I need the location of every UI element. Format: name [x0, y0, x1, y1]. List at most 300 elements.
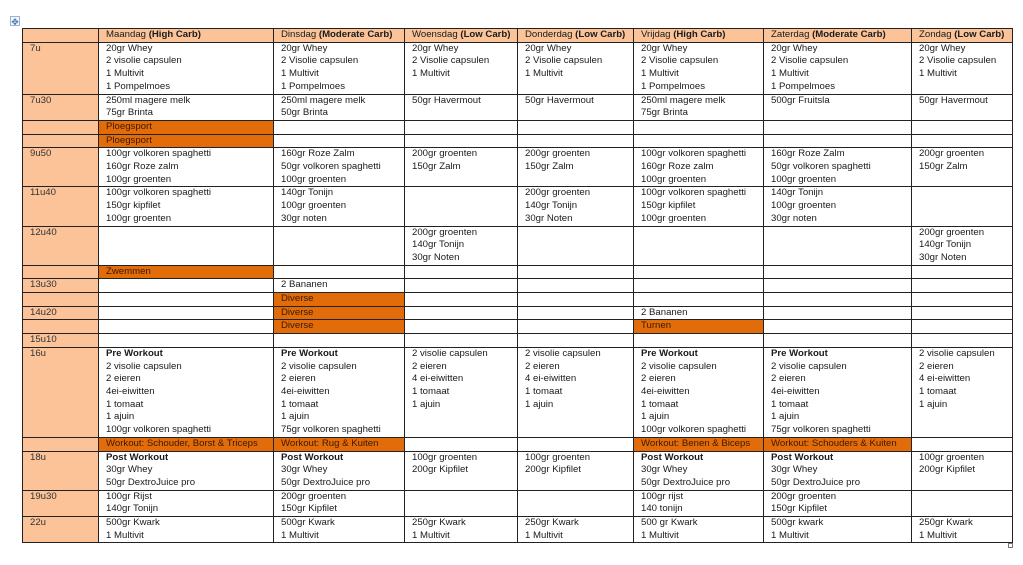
meal-item: 100gr volkoren spaghetti	[106, 424, 212, 436]
time-cell: 15u10	[23, 334, 99, 348]
meal-cell[interactable]	[518, 187, 634, 226]
activity-cell[interactable]: Turnen	[634, 320, 764, 334]
meal-cell[interactable]	[274, 120, 405, 134]
meal-cell[interactable]	[912, 451, 1013, 490]
meal-cell[interactable]	[634, 334, 764, 348]
day-name: Zaterdag	[771, 29, 810, 40]
meal-cell[interactable]	[274, 134, 405, 148]
table-row	[23, 134, 1013, 148]
table-row	[23, 517, 1013, 543]
meal-item: 200gr groenten	[525, 187, 591, 199]
meal-cell[interactable]	[518, 334, 634, 348]
meal-item: 250gr Kwark	[525, 517, 579, 529]
time-cell: 12u40	[23, 226, 99, 265]
meal-item: 2 eieren	[641, 373, 676, 385]
header-row	[23, 29, 1013, 43]
meal-item: 20gr Whey	[412, 42, 459, 54]
table-row	[23, 347, 1013, 437]
table-move-handle-icon[interactable]: ✥	[11, 17, 19, 27]
meal-item: 250gr Kwark	[919, 517, 973, 529]
meal-cell[interactable]	[764, 334, 912, 348]
meal-item: 200gr groenten	[281, 490, 347, 502]
meal-cell[interactable]	[634, 42, 764, 94]
meal-item: 100gr groenten	[641, 212, 707, 224]
meal-item: 1 Multivit	[525, 529, 563, 541]
table-row	[23, 334, 1013, 348]
meal-cell[interactable]	[274, 451, 405, 490]
meal-item: 2 eieren	[412, 360, 447, 372]
meal-cell[interactable]	[912, 437, 1013, 451]
meal-cell[interactable]	[274, 94, 405, 120]
activity-cell[interactable]: Zwemmen	[99, 265, 274, 279]
meal-item: 100gr groenten	[525, 451, 591, 463]
time-cell: 7u30	[23, 94, 99, 120]
meal-item: 100gr groenten	[106, 212, 172, 224]
meal-cell[interactable]	[764, 94, 912, 120]
time-cell: 18u	[23, 451, 99, 490]
meal-item: 2 visolie capsulen	[281, 360, 357, 372]
meal-cell[interactable]	[405, 451, 518, 490]
meal-item: 1 tomaat	[106, 398, 144, 410]
header-day-cell	[99, 29, 274, 43]
table-row	[23, 306, 1013, 320]
meal-cell[interactable]	[99, 347, 274, 437]
meal-cell[interactable]	[518, 437, 634, 451]
meal-item: 140gr Tonijn	[525, 200, 578, 212]
meal-cell[interactable]	[99, 306, 274, 320]
meal-cell[interactable]	[518, 120, 634, 134]
meal-cell[interactable]	[405, 334, 518, 348]
header-corner-cell	[23, 29, 99, 43]
meal-cell[interactable]	[405, 279, 518, 293]
meal-cell[interactable]	[634, 265, 764, 279]
meal-cell[interactable]	[99, 279, 274, 293]
meal-cell[interactable]	[518, 148, 634, 187]
meal-cell[interactable]	[912, 334, 1013, 348]
meal-item: 150gr kipfilet	[106, 200, 161, 212]
meal-cell[interactable]	[99, 320, 274, 334]
time-cell: 9u50	[23, 148, 99, 187]
activity-cell[interactable]: Diverse	[274, 293, 405, 307]
meal-item: 1 ajuin	[525, 398, 554, 410]
meal-cell[interactable]	[634, 293, 764, 307]
meal-cell[interactable]	[405, 306, 518, 320]
meal-cell[interactable]	[405, 187, 518, 226]
meal-cell[interactable]	[634, 490, 764, 516]
day-name: Donderdag	[525, 29, 573, 40]
time-cell	[23, 134, 99, 148]
meal-cell[interactable]	[764, 293, 912, 307]
meal-item: 30gr Noten	[412, 251, 460, 263]
meal-cell[interactable]	[634, 94, 764, 120]
meal-item: 2 Visolie capsulen	[641, 55, 719, 67]
time-cell: 22u	[23, 517, 99, 543]
meal-cell[interactable]	[518, 42, 634, 94]
meal-item: 150gr Zalm	[412, 161, 461, 173]
meal-item: 100gr volkoren spaghetti	[641, 424, 747, 436]
meal-item: 2 eieren	[281, 373, 316, 385]
meal-item: 250ml magere melk	[641, 94, 726, 106]
meal-item: 50gr Brinta	[281, 107, 328, 119]
meal-item: 140gr Tonijn	[412, 239, 465, 251]
meal-cell[interactable]	[99, 226, 274, 265]
meal-item: 30gr Whey	[106, 464, 153, 476]
meal-cell[interactable]	[764, 120, 912, 134]
meal-item: 1 ajuin	[412, 398, 441, 410]
meal-item: 160gr Roze zalm	[641, 161, 714, 173]
carb-type: (High Carb)	[673, 29, 726, 40]
meal-cell[interactable]	[274, 347, 405, 437]
meal-item: 2 Visolie capsulen	[771, 55, 849, 67]
meal-item: 250gr Kwark	[412, 517, 466, 529]
meal-item: 1 Multivit	[771, 529, 809, 541]
meal-cell[interactable]	[274, 334, 405, 348]
meal-cell[interactable]	[99, 334, 274, 348]
meal-item: 1 Multivit	[281, 68, 319, 80]
meal-item: 20gr Whey	[919, 42, 966, 54]
meal-cell[interactable]	[764, 148, 912, 187]
meal-cell[interactable]	[764, 279, 912, 293]
meal-cell[interactable]	[99, 42, 274, 94]
meal-cell[interactable]	[405, 134, 518, 148]
meal-item: 1 Multivit	[919, 529, 957, 541]
meal-item: 30gr noten	[281, 212, 327, 224]
carb-type: (Moderate Carb)	[812, 29, 886, 40]
meal-cell[interactable]	[405, 293, 518, 307]
activity-cell[interactable]: Workout: Schouders & Kuiten	[764, 437, 912, 451]
meal-item: 50gr Havermout	[525, 94, 594, 106]
meal-item: 200gr groenten	[771, 490, 837, 502]
meal-item: 2 eieren	[525, 360, 560, 372]
meal-item: 30gr Whey	[771, 464, 818, 476]
meal-cell[interactable]	[764, 42, 912, 94]
meal-item: 100gr groenten	[771, 173, 837, 185]
meal-item: 2 Visolie capsulen	[281, 55, 359, 67]
meal-cell[interactable]	[518, 134, 634, 148]
meal-item: Pre Workout	[106, 347, 163, 359]
meal-cell[interactable]	[274, 279, 405, 293]
meal-item: 100gr groenten	[771, 200, 837, 212]
meal-item: 100gr volkoren spaghetti	[106, 148, 212, 160]
meal-cell[interactable]	[518, 94, 634, 120]
meal-cell[interactable]	[405, 226, 518, 265]
meal-item: 250ml magere melk	[106, 94, 191, 106]
meal-cell[interactable]	[518, 320, 634, 334]
meal-cell[interactable]	[274, 517, 405, 543]
day-name: Zondag	[919, 29, 952, 40]
meal-item: 75gr Brinta	[106, 107, 153, 119]
table-row	[23, 490, 1013, 516]
meal-cell[interactable]	[405, 94, 518, 120]
meal-cell[interactable]	[764, 226, 912, 265]
meal-item: Post Workout	[281, 451, 344, 463]
meal-item: 150gr Zalm	[919, 161, 968, 173]
meal-item: 160gr Roze Zalm	[281, 148, 355, 160]
meal-item: 150gr kipfilet	[641, 200, 696, 212]
meal-item: 160gr Roze Zalm	[771, 148, 845, 160]
table-row	[23, 279, 1013, 293]
time-cell: 13u30	[23, 279, 99, 293]
time-cell: 16u	[23, 347, 99, 437]
time-cell: 11u40	[23, 187, 99, 226]
meal-cell[interactable]	[405, 120, 518, 134]
meal-item: 2 visolie capsulen	[771, 360, 847, 372]
meal-item: 140gr Tonijn	[106, 503, 159, 515]
time-cell	[23, 293, 99, 307]
meal-item: 150gr Zalm	[525, 161, 574, 173]
meal-cell[interactable]	[764, 187, 912, 226]
meal-item: 4ei-eiwitten	[281, 385, 330, 397]
meal-cell[interactable]	[764, 347, 912, 437]
meal-item: 160gr Roze zalm	[106, 161, 179, 173]
meal-item: 100gr groenten	[919, 451, 985, 463]
time-cell: 7u	[23, 42, 99, 94]
meal-cell[interactable]	[912, 187, 1013, 226]
meal-item: 20gr Whey	[771, 42, 818, 54]
meal-cell[interactable]	[99, 451, 274, 490]
table-row	[23, 42, 1013, 94]
table-row	[23, 187, 1013, 226]
activity-cell[interactable]: Diverse	[274, 320, 405, 334]
table-resize-handle-icon[interactable]	[1008, 543, 1013, 548]
meal-cell[interactable]	[912, 120, 1013, 134]
meal-item: 75gr Brinta	[641, 107, 688, 119]
meal-cell[interactable]	[405, 517, 518, 543]
meal-item: 1 tomaat	[919, 385, 957, 397]
meal-item: 4 ei-eiwitten	[919, 373, 971, 385]
meal-cell[interactable]	[405, 437, 518, 451]
meal-item: 1 ajuin	[106, 411, 135, 423]
meal-cell[interactable]	[274, 187, 405, 226]
header-day-cell	[912, 29, 1013, 43]
meal-cell[interactable]	[518, 451, 634, 490]
meal-item: 2 eieren	[919, 360, 954, 372]
meal-cell[interactable]	[405, 320, 518, 334]
meal-cell[interactable]	[99, 148, 274, 187]
table-row	[23, 120, 1013, 134]
meal-item: 100gr groenten	[281, 200, 347, 212]
meal-item: 100gr volkoren spaghetti	[106, 187, 212, 199]
meal-item: 2 eieren	[106, 373, 141, 385]
meal-cell[interactable]	[764, 134, 912, 148]
meal-cell[interactable]	[912, 279, 1013, 293]
time-cell	[23, 437, 99, 451]
meal-item: 100gr groenten	[412, 451, 478, 463]
meal-item: 2 Bananen	[281, 279, 328, 291]
meal-cell[interactable]	[99, 490, 274, 516]
meal-cell[interactable]	[99, 293, 274, 307]
meal-item: 100gr groenten	[281, 173, 347, 185]
activity-cell[interactable]: Workout: Schouder, Borst & Triceps	[99, 437, 274, 451]
meal-cell[interactable]	[405, 490, 518, 516]
meal-cell[interactable]	[274, 226, 405, 265]
meal-item: 1 ajuin	[919, 398, 948, 410]
meal-item: 1 tomaat	[281, 398, 319, 410]
activity-cell[interactable]: Diverse	[274, 306, 405, 320]
meal-cell[interactable]	[634, 120, 764, 134]
meal-item: 1 Pompelmoes	[641, 80, 705, 92]
meal-item: 2 Visolie capsulen	[412, 55, 490, 67]
meal-cell[interactable]	[405, 42, 518, 94]
meal-cell[interactable]	[634, 148, 764, 187]
meal-cell[interactable]	[405, 347, 518, 437]
meal-item: 20gr Whey	[525, 42, 572, 54]
meal-item: 30gr Noten	[525, 212, 573, 224]
meal-cell[interactable]	[912, 347, 1013, 437]
meal-item: 2 eieren	[771, 373, 806, 385]
meal-cell[interactable]	[518, 517, 634, 543]
meal-cell[interactable]	[518, 293, 634, 307]
meal-cell[interactable]	[518, 347, 634, 437]
meal-item: 2 visolie capsulen	[919, 347, 995, 359]
meal-cell[interactable]	[99, 187, 274, 226]
meal-item: Pre Workout	[641, 347, 698, 359]
meal-cell[interactable]	[634, 451, 764, 490]
meal-cell[interactable]	[274, 42, 405, 94]
meal-item: 1 tomaat	[525, 385, 563, 397]
meal-item: 30gr Noten	[919, 251, 967, 263]
meal-cell[interactable]	[634, 517, 764, 543]
meal-cell[interactable]	[634, 134, 764, 148]
meal-cell[interactable]	[99, 517, 274, 543]
meal-item: 2 Visolie capsulen	[525, 55, 603, 67]
meal-cell[interactable]	[764, 306, 912, 320]
meal-cell[interactable]	[634, 347, 764, 437]
activity-cell[interactable]: Workout: Benen & Biceps	[634, 437, 764, 451]
activity-cell[interactable]: Workout: Rug & Kuiten	[274, 437, 405, 451]
meal-item: 1 Pompelmoes	[771, 80, 835, 92]
meal-item: 1 Multivit	[641, 529, 679, 541]
meal-item: 200gr Kipfilet	[525, 464, 581, 476]
meal-cell[interactable]	[912, 94, 1013, 120]
meal-item: 2 visolie capsulen	[106, 360, 182, 372]
meal-item: 50gr Havermout	[412, 94, 481, 106]
header-day-cell	[405, 29, 518, 43]
meal-cell[interactable]	[634, 306, 764, 320]
meal-cell[interactable]	[764, 320, 912, 334]
meal-item: 140gr Tonijn	[771, 187, 824, 199]
activity-cell[interactable]: Ploegsport	[99, 120, 274, 134]
meal-cell[interactable]	[912, 226, 1013, 265]
meal-cell[interactable]	[912, 293, 1013, 307]
meal-cell[interactable]	[912, 148, 1013, 187]
day-name: Dinsdag	[281, 29, 317, 40]
table-row	[23, 226, 1013, 265]
meal-cell[interactable]	[764, 517, 912, 543]
meal-item: 500 gr Kwark	[641, 517, 698, 529]
time-cell	[23, 265, 99, 279]
meal-cell[interactable]	[764, 265, 912, 279]
meal-item: 150gr Kipfilet	[281, 503, 337, 515]
meal-cell[interactable]	[912, 42, 1013, 94]
meal-item: Post Workout	[771, 451, 834, 463]
meal-item: 20gr Whey	[281, 42, 328, 54]
table-row	[23, 437, 1013, 451]
carb-type: (Low Carb)	[575, 29, 626, 40]
meal-item: 1 Multivit	[771, 68, 809, 80]
activity-cell[interactable]: Ploegsport	[99, 134, 274, 148]
meal-item: 2 Bananen	[641, 306, 688, 318]
meal-cell[interactable]	[518, 226, 634, 265]
table-row	[23, 320, 1013, 334]
meal-item: 2 visolie capsulen	[106, 55, 182, 67]
meal-cell[interactable]	[634, 279, 764, 293]
meal-cell[interactable]	[912, 265, 1013, 279]
meal-cell[interactable]	[99, 94, 274, 120]
meal-item: 1 Multivit	[412, 529, 450, 541]
meal-item: 1 Multivit	[412, 68, 450, 80]
meal-cell[interactable]	[634, 226, 764, 265]
time-cell: 19u30	[23, 490, 99, 516]
meal-item: 20gr Whey	[641, 42, 688, 54]
table-row	[23, 451, 1013, 490]
meal-item: 2 visolie capsulen	[641, 360, 717, 372]
meal-item: 140gr Tonijn	[281, 187, 334, 199]
meal-item: 1 Pompelmoes	[106, 80, 170, 92]
meal-item: 500gr kwark	[771, 517, 824, 529]
meal-cell[interactable]	[518, 265, 634, 279]
meal-item: 1 Multivit	[919, 68, 957, 80]
meal-cell[interactable]	[405, 265, 518, 279]
meal-cell[interactable]	[634, 187, 764, 226]
meal-cell[interactable]	[912, 517, 1013, 543]
time-cell: 14u20	[23, 306, 99, 320]
meal-cell[interactable]	[912, 490, 1013, 516]
meal-cell[interactable]	[764, 451, 912, 490]
meal-item: 50gr DextroJuice pro	[641, 476, 731, 488]
meal-cell[interactable]	[912, 320, 1013, 334]
meal-item: 1 tomaat	[771, 398, 809, 410]
meal-cell[interactable]	[274, 265, 405, 279]
header-day-cell	[764, 29, 912, 43]
meal-item: 500gr Kwark	[106, 517, 160, 529]
meal-item: 1 ajuin	[641, 411, 670, 423]
meal-item: 100gr rijst	[641, 490, 684, 502]
meal-item: 100gr volkoren spaghetti	[641, 187, 747, 199]
carb-type: (Moderate Carb)	[318, 29, 393, 40]
meal-cell[interactable]	[912, 306, 1013, 320]
meal-item: 1 Pompelmoes	[281, 80, 345, 92]
day-name: Maandag	[106, 29, 147, 40]
meal-item: 1 Multivit	[281, 529, 319, 541]
time-cell	[23, 120, 99, 134]
meal-item: 20gr Whey	[106, 42, 153, 54]
meal-cell[interactable]	[518, 306, 634, 320]
meal-cell[interactable]	[274, 490, 405, 516]
day-name: Woensdag	[412, 29, 458, 40]
meal-cell[interactable]	[405, 148, 518, 187]
carb-type: (High Carb)	[148, 29, 201, 40]
meal-item: 75gr volkoren spaghetti	[771, 424, 871, 436]
meal-item: 1 tomaat	[641, 398, 679, 410]
meal-cell[interactable]	[764, 490, 912, 516]
meal-item: 4ei-eiwitten	[106, 385, 155, 397]
meal-item: 50gr DextroJuice pro	[106, 476, 196, 488]
meal-cell[interactable]	[518, 490, 634, 516]
meal-item: 50gr DextroJuice pro	[281, 476, 371, 488]
meal-item: 50gr Havermout	[919, 94, 988, 106]
meal-item: 100gr Rijst	[106, 490, 152, 502]
carb-type: (Low Carb)	[954, 29, 1005, 40]
meal-cell[interactable]	[274, 148, 405, 187]
meal-cell[interactable]	[912, 134, 1013, 148]
meal-cell[interactable]	[518, 279, 634, 293]
time-cell	[23, 320, 99, 334]
meal-item: 140gr Tonijn	[919, 239, 972, 251]
meal-item: 50gr volkoren spaghetti	[771, 161, 871, 173]
meal-item: 1 ajuin	[771, 411, 800, 423]
meal-item: 2 Visolie capsulen	[919, 55, 997, 67]
